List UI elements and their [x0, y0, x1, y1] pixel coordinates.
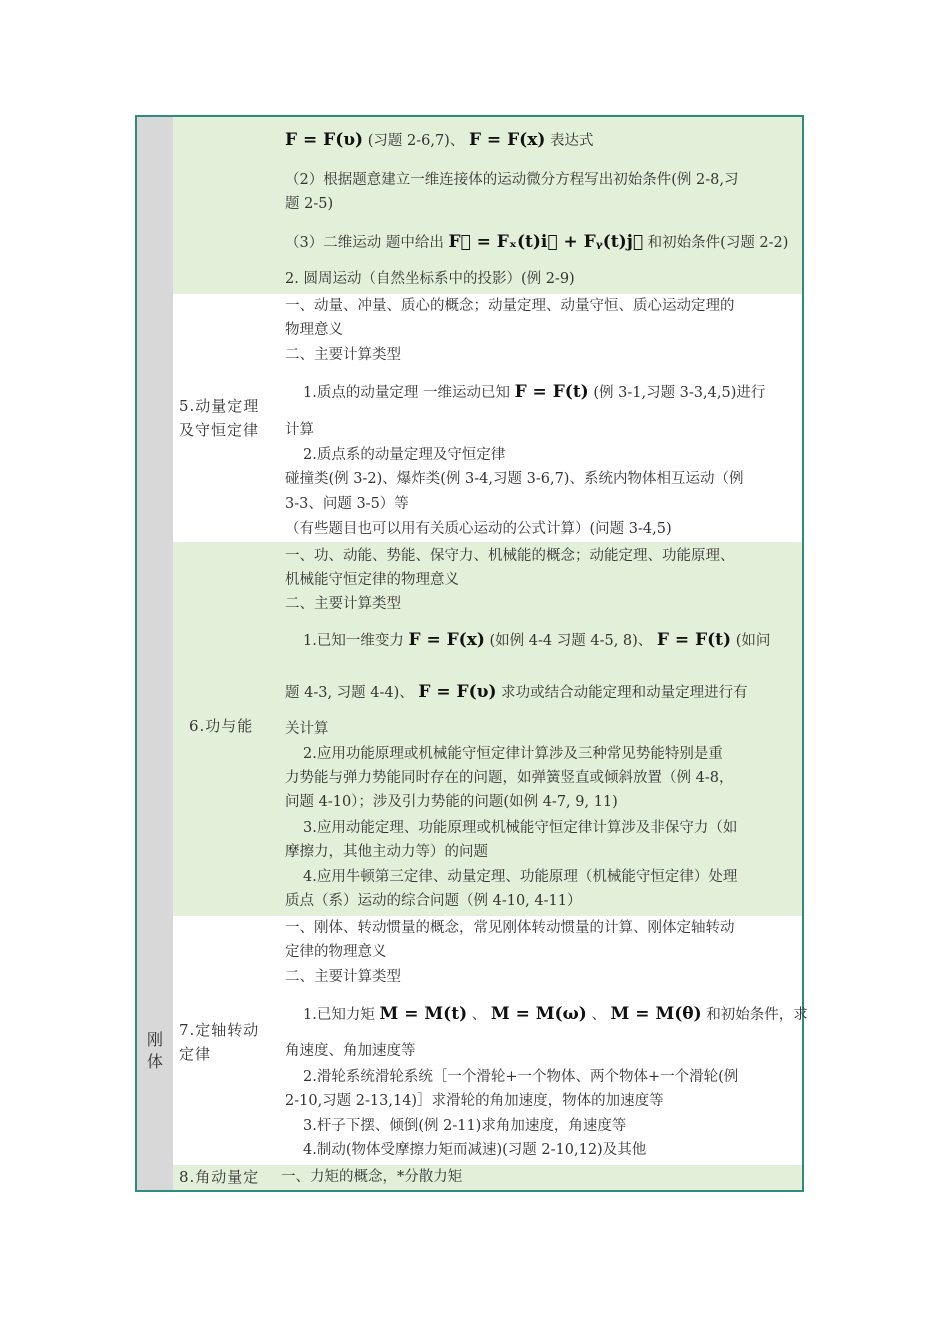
line: 力势能与弹力势能同时存在的问题，如弹簧竖直或倾斜放置（例 4-8， — [285, 770, 734, 786]
category-char-1: 刚 — [146, 1030, 163, 1049]
line: 角速度、角加速度等 — [285, 1043, 416, 1059]
category-label-rigid-body — [137, 1029, 173, 1073]
line: 2.质点系的动量定理及守恒定律 — [303, 447, 506, 463]
category-column — [137, 117, 173, 1190]
section-title-momentum — [179, 394, 275, 442]
text: (如问 — [735, 633, 771, 649]
text: 1.质点的动量定理 一维运动已知 — [303, 385, 510, 401]
line — [285, 681, 801, 704]
line: 2.滑轮系统滑轮系统［一个滑轮+一个物体、两个物体+一个滑轮(例 — [303, 1069, 739, 1085]
line: 3-3、问题 3-5）等 — [285, 496, 409, 512]
line: 定律的物理意义 — [285, 944, 387, 960]
line: （2）根据题意建立一维连接体的运动微分方程写出初始条件(例 2-8,习 — [285, 172, 739, 188]
section-title-line: 定律 — [179, 1045, 212, 1063]
line: 问题 4-10）；涉及引力势能的问题(如例 4-7, 9, 11) — [285, 794, 618, 810]
section-title-rotation — [179, 1018, 275, 1066]
formula: M = M(t) — [379, 1004, 468, 1024]
line — [285, 129, 801, 152]
line: 3.杆子下摆、倾倒(例 2-11)求角加速度，角速度等 — [303, 1118, 627, 1134]
text: 、 — [591, 1007, 606, 1023]
row-angular-momentum — [173, 1165, 802, 1190]
line: 质点（系）运动的综合问题（例 4-10, 4-11） — [285, 893, 582, 909]
text: 、 — [471, 1007, 487, 1023]
line: 二、主要计算类型 — [285, 347, 401, 363]
text: 求功或结合动能定理和动量定理进行有 — [501, 685, 748, 701]
text: 1.已知力矩 — [303, 1007, 375, 1023]
line: 计算 — [285, 422, 314, 438]
formula: F = F(υ) — [418, 682, 497, 702]
line: 二、主要计算类型 — [285, 596, 401, 612]
formula: F = F(t) — [514, 382, 589, 402]
row-dynamics-continuation — [173, 117, 802, 294]
line: 一、刚体、转动惯量的概念，常见刚体转动惯量的计算、刚体定轴转动 — [285, 920, 735, 936]
formula: F = F(x) — [408, 630, 485, 650]
line: 二、主要计算类型 — [285, 969, 401, 985]
text: 和初始条件，求 — [706, 1007, 808, 1023]
line: 2.应用功能原理或机械能守恒定律计算涉及三种常见势能特别是重 — [303, 746, 723, 762]
line: 机械能守恒定律的物理意义 — [285, 572, 459, 588]
line: （有些题目也可以用有关质心运动的公式计算）(问题 3-4,5) — [285, 521, 672, 537]
line — [285, 1003, 819, 1026]
line: 4.制动(物体受摩擦力矩而减速)(习题 2-10,12)及其他 — [303, 1142, 647, 1158]
text: 和初始条件(习题 2-2) — [647, 235, 789, 251]
line: 物理意义 — [285, 322, 343, 338]
line — [285, 381, 819, 404]
formula: F = F(t) — [656, 630, 732, 650]
text: 题 4-3, 习题 4-4)、 — [285, 685, 414, 701]
text: (习题 2-6,7)、 — [367, 133, 465, 149]
line: 2-10,习题 2-13,14)］求滑轮的角加速度，物体的加速度等 — [285, 1093, 664, 1109]
line — [285, 231, 801, 254]
line: 4.应用牛顿第三定律、动量定理、功能原理（机械能守恒定律）处理 — [303, 869, 738, 885]
section-title-line: 7.定轴转动 — [179, 1021, 260, 1039]
section-title-work-energy: 6.功与能 — [189, 717, 254, 735]
line: 一、动量、冲量、质心的概念；动量定理、动量守恒、质心运动定理的 — [285, 298, 735, 314]
line: 碰撞类(例 3-2)、爆炸类(例 3-4,习题 3-6,7)、系统内物体相互运动（例 — [285, 471, 744, 487]
text: 表达式 — [550, 133, 594, 149]
text: (如例 4-4 习题 4-5, 8)、 — [489, 633, 653, 649]
formula: F⃗ = Fₓ(t)i⃗ + Fᵧ(t)j⃗ — [448, 232, 644, 252]
formula: F = F(x) — [468, 130, 546, 150]
text: 1.已知一维变力 — [303, 633, 404, 649]
line: 题 2-5) — [285, 196, 334, 212]
line: 2. 圆周运动（自然坐标系中的投影）(例 2-9) — [285, 271, 575, 287]
line: 摩擦力，其他主动力等）的问题 — [285, 844, 488, 860]
row-work-energy — [173, 542, 802, 916]
line: 一、力矩的概念，*分散力矩 — [281, 1169, 463, 1185]
row-fixed-axis-rotation — [173, 916, 808, 1165]
line: 一、功、动能、势能、保守力、机械能的概念；动能定理、功能原理、 — [285, 548, 735, 564]
formula: F = F(υ) — [285, 130, 364, 150]
text: （3）二维运动 题中给出 — [285, 235, 444, 251]
section-title-line: 及守恒定律 — [179, 421, 260, 439]
category-char-2: 体 — [146, 1052, 163, 1071]
row-momentum — [173, 294, 802, 542]
formula: M = M(θ) — [610, 1004, 702, 1024]
formula: M = M(ω) — [490, 1004, 587, 1024]
line: 关计算 — [285, 721, 329, 737]
line — [285, 629, 819, 652]
section-title-angular-momentum: 8.角动量定 — [179, 1168, 260, 1186]
line: 3.应用动能定理、功能原理或机械能守恒定律计算涉及非保守力（如 — [303, 820, 738, 836]
section-title-line: 5.动量定理 — [179, 397, 260, 415]
text: (例 3-1,习题 3-3,4,5)进行 — [593, 385, 766, 401]
summary-table — [135, 115, 808, 1192]
